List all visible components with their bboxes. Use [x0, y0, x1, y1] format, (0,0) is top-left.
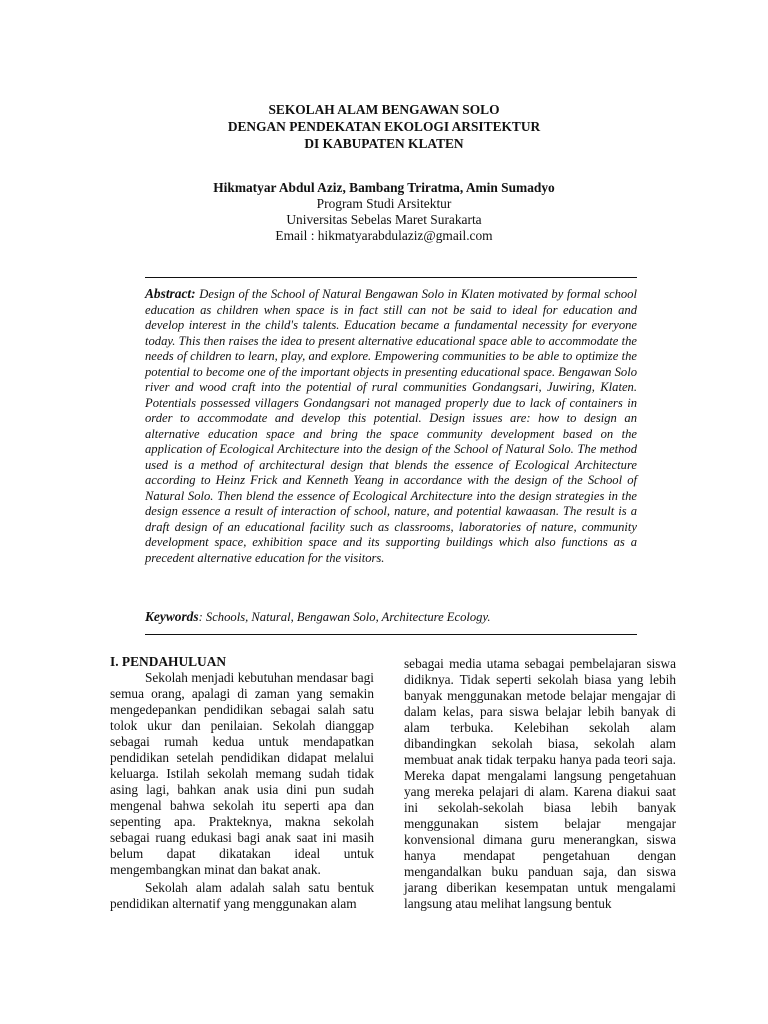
title-line-3: DI KABUPATEN KLATEN — [304, 136, 464, 151]
body-paragraph-3: sebagai media utama sebagai pembelajaran siswa didiknya. Tidak seperti sekolah biasa yang lebih banyak menggunakan metode belajar mengajar di dalam kelas, para siswa belajar lebih banyak di alam terbuka. Kelebihan sekolah alam dibandingkan sekolah biasa, sekolah alam membuat anak tidak terpaku hanya pada teori saja. Mereka dapat mengalami langsung pengetahuan yang mereka pelajari di alam. Karena diakui saat ini sekolah-sekolah biasa lebih banyak menggunakan sistem belajar mengajar konvensional dimana guru menerangkan, siswa hanya mendapat pengetahuan dengan mengandalkan buku panduan saja, dan siswa jarang diberikan kesempatan untuk mengalami langsung atau melihat langsung bentuk — [404, 656, 676, 911]
left-column — [110, 654, 374, 912]
author-block — [0, 180, 768, 244]
abstract — [145, 286, 637, 566]
author-email: Email : hikmatyarabdulaziz@gmail.com — [275, 228, 493, 243]
title-line-1: SEKOLAH ALAM BENGAWAN SOLO — [268, 102, 500, 117]
section-heading: I. PENDAHULUAN — [110, 654, 227, 669]
abstract-text: Design of the School of Natural Bengawan Solo in Klaten motivated by formal school education as children when space is in fact still can not be said to ideal for education and develop interest in the child's talents. Education became a fundamental necessity for everyone today. This then raises the idea to present alternative educational space able to accommodate the needs of children to learn, play, and explore. Empowering communities to be able to optimize the potential to become one of the important objects in presenting educational space. Bengawan Solo river and wood craft into the potential of rural communities Gondangsari, Juwiring, Klaten. Potentials possessed villagers Gondangsari not managed properly due to lack of containers in order to accommodate and develop this potential. Design issues are: how to design an alternative education space and bring the space community development based on the application of Ecological Architecture into the design of the School of Natural Solo. The method used is a method of architectural design that blends the essence of Ecological Architecture according to Heinz Frick and Kenneth Yeang in accordance with the design of the School of Natural Solo. Then blend the essence of Ecological Architecture into the design strategies in the design essence a result of interaction of school, nature, and potential kawaasan. The result is a draft design of an educational facility such as classrooms, laboratories of nature, community development space, exhibition space and its supporting buildings which also functions as a precedent alternative education for the visitors. — [145, 287, 638, 565]
abstract-bottom-divider — [145, 634, 637, 635]
body-paragraph-1: Sekolah menjadi kebutuhan mendasar bagi semua orang, apalagi di zaman yang semakin mengedepankan pendidikan sebagai salah satu tolok ukur dan penilaian. Sekolah dianggap sebagai rumah kedua untuk mendapatkan pendidikan setelah pendidikan didapat melalui keluarga. Istilah sekolah memang sudah tidak asing lagi, bahkan anak usia dini pun sudah mengenal bahwa sekolah itu seperti apa dan sepenting apa. Prakteknya, makna sekolah sebagai ruang edukasi bagi anak saat ini masih belum dapat dikatakan ideal untuk mengembangkan minat dan bakat anak. — [110, 670, 374, 877]
abstract-label: Abstract: — [145, 286, 196, 301]
keywords — [145, 609, 637, 625]
title-line-2: DENGAN PENDEKATAN EKOLOGI ARSITEKTUR — [227, 119, 541, 134]
keywords-text: : Schools, Natural, Bengawan Solo, Architecture Ecology. — [198, 610, 491, 624]
right-column — [404, 656, 676, 912]
abstract-top-divider — [145, 277, 637, 278]
paper-title — [0, 101, 768, 152]
author-names: Hikmatyar Abdul Aziz, Bambang Triratma, Amin Sumadyo — [213, 180, 555, 195]
program-name: Program Studi Arsitektur — [316, 196, 452, 211]
body-paragraph-2: Sekolah alam adalah salah satu bentuk pendidikan alternatif yang menggunakan alam — [110, 880, 374, 911]
university-name: Universitas Sebelas Maret Surakarta — [286, 212, 482, 227]
keywords-label: Keywords — [145, 609, 199, 624]
